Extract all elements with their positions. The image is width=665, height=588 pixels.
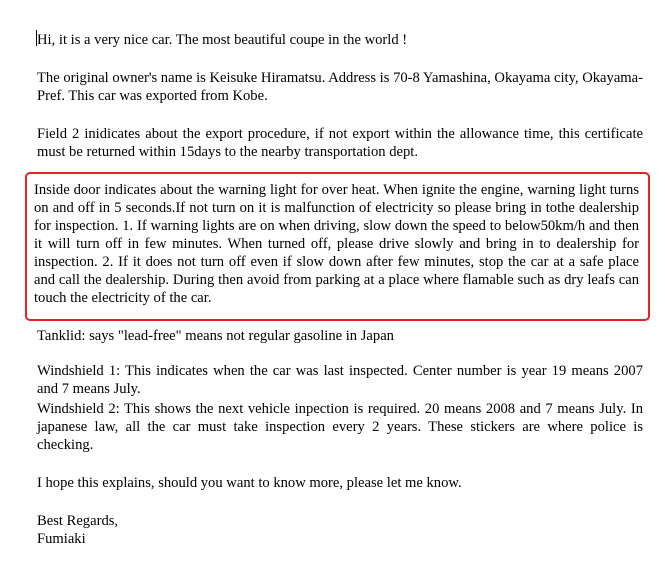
greeting-paragraph: Hi, it is a very nice car. The most beautiful coupe in the world ! [37,32,408,48]
tanklid-paragraph: Tanklid: says "lead-free" means not regular gasoline in Japan [37,328,394,344]
signature-name: Fumiaki [37,531,86,547]
inside-door-paragraph: Inside door indicates about the warning light for over heat. When ignite the engine, warning light turns on and off in 5 seconds.If not turn on it is malfunction of electricity so please bring in tothe dealership for inspection. 1. If warning lights are on when driving, slow down the speed to below50km/h and then it will turn off in few minutes. When turned off, please drive slowly and bring in to dealership for inspection. 2. If it does not turn off even if slow down after few minutes, stop the car at a safe place and call the dealership. During then avoid from parking at a place where flamable such as dry leafs can touch the electricity of the car. [34,182,639,306]
windshield2-paragraph: Windshield 2: This shows the next vehicle inpection is required. 20 means 2008 and 7 means July. In japanese law, all the car must take inspection every 2 years. These stickers are where police is checking. [37,401,643,453]
signoff-line: Best Regards, [37,513,119,529]
field2-paragraph: Field 2 inidicates about the export procedure, if not export within the allowance time, this certificate must be returned within 15days to the nearby transportation dept. [37,126,643,160]
owner-paragraph: The original owner's name is Keisuke Hiramatsu. Address is 70-8 Yamashina, Okayama city, Okayama-Pref. This car was exported from Kobe. [37,70,643,104]
windshield1-paragraph: Windshield 1: This indicates when the car was last inspected. Center number is year 19 means 2007 and 7 means July. [37,363,643,397]
closing-paragraph: I hope this explains, should you want to know more, please let me know. [37,475,462,491]
